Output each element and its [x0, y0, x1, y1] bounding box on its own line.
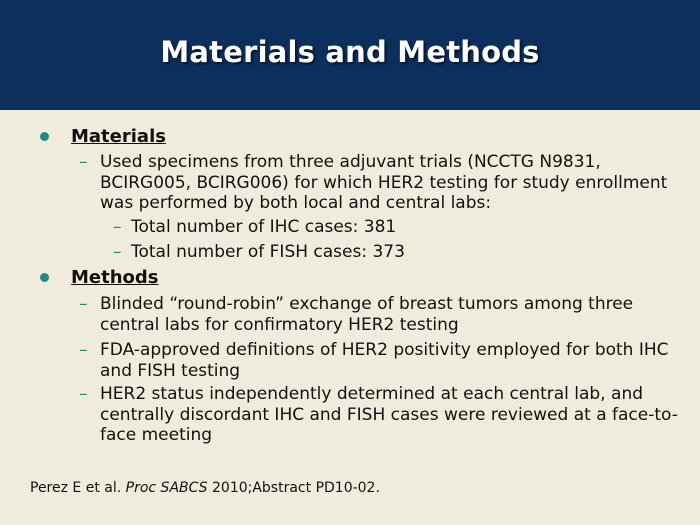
bullet-dot-icon	[40, 273, 49, 282]
materials-subitem-ihc	[113, 217, 673, 238]
bullet-dot-icon	[40, 132, 49, 141]
citation-rest: 2010;Abstract PD10-02.	[212, 480, 380, 496]
methods-item-1	[79, 294, 679, 335]
ihc-cases-text: Total number of IHC cases: 381	[131, 217, 397, 237]
methods-item-2-text: FDA-approved definitions of HER2 positivity employed for both IHC and FISH testing	[100, 340, 669, 381]
dash-icon: –	[79, 294, 88, 314]
citation	[30, 480, 380, 496]
methods-item-3	[79, 384, 679, 446]
dash-icon: –	[79, 152, 88, 172]
methods-item-2	[79, 340, 679, 381]
materials-heading: Materials	[71, 126, 166, 147]
title-bar	[0, 0, 700, 110]
dash-icon: –	[79, 340, 88, 360]
dash-icon: –	[113, 242, 122, 262]
materials-subitem-fish	[113, 242, 673, 263]
methods-item-1-text: Blinded “round-robin” exchange of breast tumors among three central labs for confirmatory HER2 testing	[100, 294, 634, 335]
citation-authors: Perez E et al.	[30, 480, 122, 496]
methods-heading: Methods	[71, 267, 159, 288]
methods-bullet	[40, 267, 159, 288]
dash-icon: –	[79, 384, 88, 404]
materials-item-text: Used specimens from three adjuvant trials (NCCTG N9831, BCIRG005, BCIRG006) for which HER2 testing for study enrollment was performed by both local and central labs:	[100, 152, 668, 213]
slide-title: Materials and Methods	[160, 35, 540, 69]
citation-journal: Proc SABCS	[125, 480, 208, 496]
fish-cases-text: Total number of FISH cases: 373	[131, 242, 405, 262]
dash-icon: –	[113, 217, 122, 237]
methods-item-3-text: HER2 status independently determined at each central lab, and centrally discordant IHC and FISH cases were reviewed at a face-to-face meeting	[100, 384, 678, 445]
materials-bullet	[40, 126, 166, 147]
materials-item	[79, 152, 679, 214]
